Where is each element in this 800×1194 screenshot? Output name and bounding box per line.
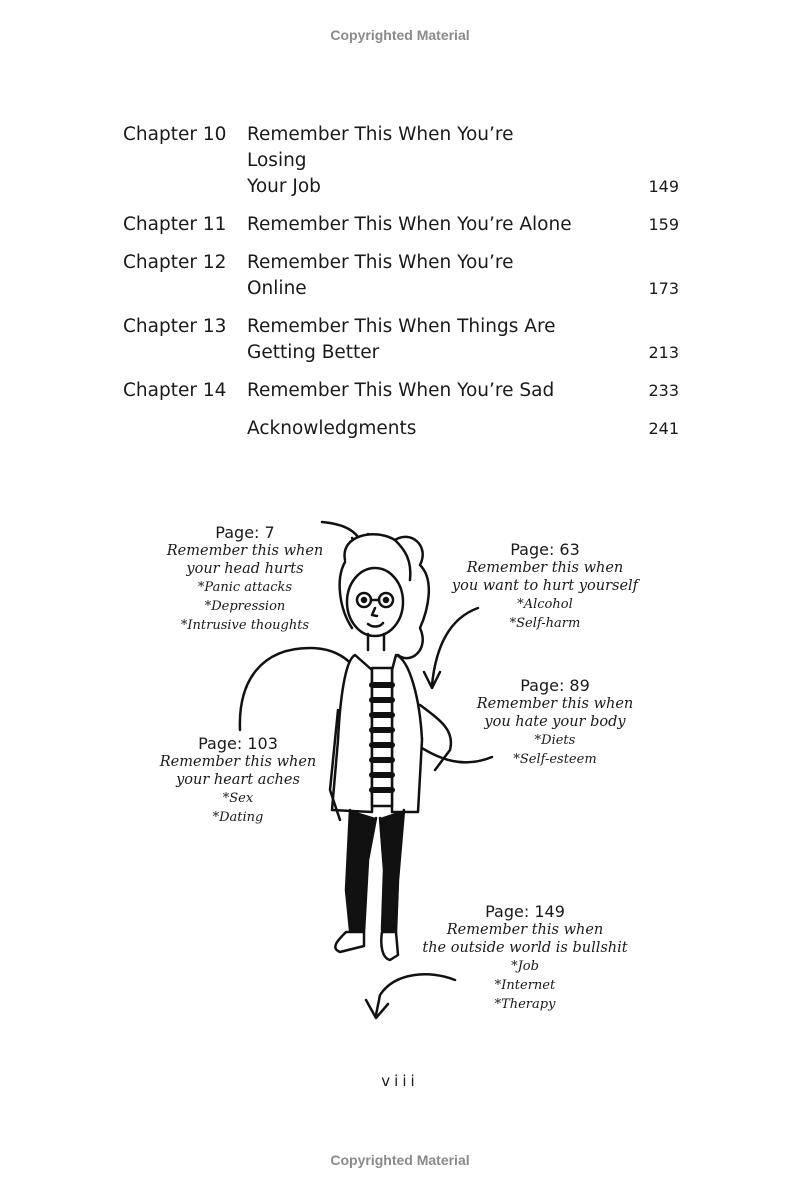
annotation-heading-line: your heart aches (176, 772, 300, 788)
annotation-bullet: *Dating (212, 810, 264, 825)
page-number: viii (381, 1072, 419, 1090)
annotation-heading-line: Remember this when (476, 696, 634, 712)
toc-chapter-number: Chapter 10 (123, 124, 227, 145)
toc-page-number: 213 (648, 343, 679, 362)
annotation-bullet: *Internet (494, 978, 556, 993)
annotation-bullet: *Panic attacks (197, 580, 293, 595)
annotation-page-number: Page: 7 (215, 523, 275, 542)
copyright-watermark-top: Copyrighted Material (330, 27, 470, 43)
annotation-heading-line: you hate your body (484, 714, 626, 730)
annotation-bullet: *Self-esteem (513, 752, 597, 767)
annotation-heading-line: the outside world is bullshit (422, 940, 628, 956)
toc-chapter-number: Chapter 13 (123, 316, 227, 337)
toc-chapter-title (247, 314, 577, 366)
annotation-bullet: *Alcohol (517, 597, 573, 612)
woman-figure-drawing (0, 500, 800, 1040)
annotation-heading-line: Remember this when (166, 543, 324, 559)
annotation-heading-line: Remember this when (446, 922, 604, 938)
annotation-page-number: Page: 149 (485, 902, 565, 921)
toc-row[interactable] (123, 250, 679, 302)
toc-row[interactable] (123, 122, 679, 200)
toc-title-line: Acknowledgments (247, 418, 417, 439)
annotation-bullet: *Diets (534, 733, 576, 748)
toc-chapter-number: Chapter 11 (123, 214, 227, 235)
table-of-contents (123, 122, 679, 454)
toc-title-line: Remember This When You’re Sad (247, 380, 555, 401)
annotation-heading-line: Remember this when (159, 754, 317, 770)
annotation-page-number: Page: 89 (520, 676, 590, 695)
annotation-page-63 (430, 540, 660, 633)
toc-page-number: 241 (648, 419, 679, 438)
toc-title-line: Remember This When You’re Losing (247, 124, 514, 171)
toc-page-number: 233 (648, 381, 679, 400)
annotation-heading-line: you want to hurt yourself (451, 578, 639, 594)
annotation-bullet: *Intrusive thoughts (180, 618, 310, 633)
toc-row[interactable] (123, 378, 679, 404)
annotation-page-7 (150, 523, 340, 635)
toc-title-line: Remember This When You’re Alone (247, 214, 572, 235)
toc-chapter-title (247, 250, 577, 302)
toc-title-line: Remember This When Things Are (247, 316, 556, 337)
toc-chapter-number: Chapter 14 (123, 380, 227, 401)
annotation-heading-line: your head hurts (186, 561, 304, 577)
annotation-heading-line: Remember this when (466, 560, 624, 576)
annotation-page-149 (405, 902, 645, 1014)
toc-chapter-title (247, 416, 577, 442)
toc-title-line: Your Job (247, 176, 321, 197)
annotation-page-number: Page: 103 (198, 734, 278, 753)
toc-page-number: 149 (648, 177, 679, 196)
toc-chapter-title (247, 378, 577, 404)
annotation-bullet: *Job (511, 959, 539, 974)
annotation-bullet: *Depression (204, 599, 286, 614)
annotation-page-103 (148, 734, 328, 827)
illustration (0, 500, 800, 1040)
toc-chapter-number: Chapter 12 (123, 252, 227, 273)
toc-page-number: 159 (648, 215, 679, 234)
toc-chapter-title (247, 122, 577, 200)
annotation-page-number: Page: 63 (510, 540, 580, 559)
annotation-bullet: *Therapy (494, 997, 556, 1012)
toc-title-line: Remember This When You’re Online (247, 252, 514, 299)
toc-page-number: 173 (648, 279, 679, 298)
toc-title-line: Getting Better (247, 342, 380, 363)
annotation-bullet: *Sex (222, 791, 254, 806)
toc-chapter-title (247, 212, 577, 238)
toc-row[interactable] (123, 416, 679, 442)
copyright-watermark-bottom: Copyrighted Material (330, 1152, 470, 1168)
annotation-page-89 (465, 676, 645, 769)
toc-row[interactable] (123, 314, 679, 366)
toc-row[interactable] (123, 212, 679, 238)
annotation-bullet: *Self-harm (509, 616, 581, 631)
